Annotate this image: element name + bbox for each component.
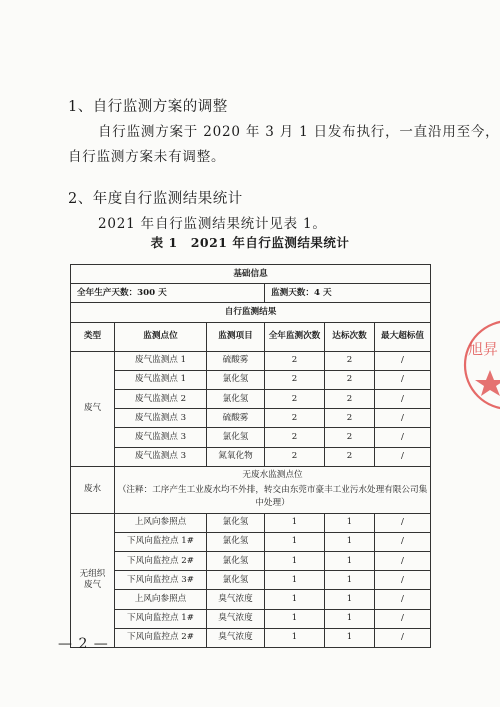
cell-annual-count: 2 — [265, 389, 325, 408]
wastewater-note-line-1: 无废水监测点位 — [242, 469, 303, 480]
table-caption: 表 1 2021 年自行监测结果统计 — [150, 235, 350, 250]
cell-annual-count: 1 — [265, 552, 325, 571]
cell-item: 硫酸雾 — [207, 351, 265, 370]
cell-item: 氯化氢 — [207, 513, 265, 532]
section-heading-2: 2、年度自行监测结果统计 — [68, 191, 243, 207]
header-compliant-count: 达标次数 — [325, 322, 375, 351]
cell-compliant-count: 2 — [325, 370, 375, 389]
cell-max-exceed: / — [375, 552, 431, 571]
cell-compliant-count: 1 — [325, 532, 375, 551]
table-row — [71, 409, 431, 428]
cell-max-exceed: / — [375, 428, 431, 447]
cell-max-exceed: / — [375, 609, 431, 628]
cell-max-exceed: / — [375, 389, 431, 408]
cell-max-exceed: / — [375, 370, 431, 389]
cell-item: 臭气浓度 — [207, 628, 265, 647]
cell-compliant-count: 1 — [325, 571, 375, 590]
cell-point: 下风向监控点 3# — [115, 571, 207, 590]
cell-annual-count: 2 — [265, 447, 325, 466]
cell-annual-count: 2 — [265, 409, 325, 428]
cell-point: 废气监测点 3 — [115, 428, 207, 447]
cell-compliant-count: 1 — [325, 609, 375, 628]
cell-point: 下风向监控点 1# — [115, 532, 207, 551]
svg-text:旭昇: 旭昇 — [468, 340, 499, 358]
table-row — [71, 571, 431, 590]
paragraph-1-line-2: 自行监测方案未有调整。 — [68, 149, 226, 165]
table-row — [71, 552, 431, 571]
type-exhaust: 废气 — [71, 351, 115, 466]
cell-max-exceed: / — [375, 532, 431, 551]
cell-point: 下风向监控点 1# — [115, 609, 207, 628]
wastewater-note — [115, 466, 431, 513]
production-days: 全年生产天数：300 天 — [71, 284, 265, 303]
cell-compliant-count: 1 — [325, 628, 375, 647]
cell-annual-count: 1 — [265, 571, 325, 590]
table-row — [71, 590, 431, 609]
type-fugitive: 无组织废气 — [71, 513, 115, 647]
cell-point: 下风向监控点 2# — [115, 628, 207, 647]
paragraph-1-line-1: 自行监测方案于 2020 年 3 月 1 日发布执行，一直沿用至今， — [98, 124, 500, 140]
company-seal-stamp — [454, 318, 500, 413]
cell-compliant-count: 1 — [325, 552, 375, 571]
section-heading-1: 1、自行监测方案的调整 — [68, 99, 228, 115]
cell-point: 废气监测点 1 — [115, 370, 207, 389]
results-title: 自行监测结果 — [71, 303, 431, 322]
cell-item: 氮氧化物 — [207, 447, 265, 466]
cell-annual-count: 1 — [265, 609, 325, 628]
table-row — [71, 513, 431, 532]
table-row — [71, 351, 431, 370]
cell-point: 废气监测点 1 — [115, 351, 207, 370]
table-row — [71, 389, 431, 408]
header-type: 类型 — [71, 322, 115, 351]
monitoring-results-table — [70, 264, 431, 648]
cell-compliant-count: 1 — [325, 590, 375, 609]
cell-item: 氯化氢 — [207, 552, 265, 571]
cell-point: 上风向参照点 — [115, 513, 207, 532]
cell-item: 氯化氢 — [207, 571, 265, 590]
header-annual-count: 全年监测次数 — [265, 322, 325, 351]
cell-annual-count: 2 — [265, 351, 325, 370]
page-number: — 2 — — [58, 636, 109, 652]
header-item: 监测项目 — [207, 322, 265, 351]
table-row — [71, 428, 431, 447]
cell-point: 下风向监控点 2# — [115, 552, 207, 571]
header-point: 监测点位 — [115, 322, 207, 351]
table-row — [71, 447, 431, 466]
cell-annual-count: 2 — [265, 370, 325, 389]
cell-annual-count: 2 — [265, 428, 325, 447]
cell-compliant-count: 2 — [325, 409, 375, 428]
cell-annual-count: 1 — [265, 628, 325, 647]
cell-max-exceed: / — [375, 628, 431, 647]
monitoring-days: 监测天数：4 天 — [265, 284, 431, 303]
table-row — [71, 532, 431, 551]
cell-max-exceed: / — [375, 351, 431, 370]
cell-annual-count: 1 — [265, 513, 325, 532]
cell-point: 上风向参照点 — [115, 590, 207, 609]
cell-compliant-count: 2 — [325, 447, 375, 466]
table-row — [71, 628, 431, 647]
cell-max-exceed: / — [375, 590, 431, 609]
cell-max-exceed: / — [375, 409, 431, 428]
cell-compliant-count: 2 — [325, 351, 375, 370]
cell-annual-count: 1 — [265, 532, 325, 551]
cell-max-exceed: / — [375, 447, 431, 466]
cell-compliant-count: 1 — [325, 513, 375, 532]
wastewater-note-line-2: （注释：工序产生工业废水均不外排，转交由东莞市豪丰工业污水处理有限公司集中处理） — [117, 484, 428, 508]
cell-max-exceed: / — [375, 513, 431, 532]
cell-compliant-count: 2 — [325, 389, 375, 408]
table-row — [71, 466, 431, 513]
table-row — [71, 609, 431, 628]
cell-item: 氯化氢 — [207, 428, 265, 447]
cell-point: 废气监测点 3 — [115, 409, 207, 428]
cell-item: 氯化氢 — [207, 370, 265, 389]
paragraph-2: 2021 年自行监测结果统计见表 1。 — [98, 216, 327, 232]
type-wastewater: 废水 — [71, 466, 115, 513]
cell-item: 臭气浓度 — [207, 590, 265, 609]
cell-item: 氯化氢 — [207, 389, 265, 408]
cell-max-exceed: / — [375, 571, 431, 590]
cell-item: 臭气浓度 — [207, 609, 265, 628]
cell-item: 硫酸雾 — [207, 409, 265, 428]
cell-point: 废气监测点 3 — [115, 447, 207, 466]
table-row — [71, 370, 431, 389]
basic-info-title: 基础信息 — [71, 265, 431, 284]
header-max-exceed: 最大超标值 — [375, 322, 431, 351]
cell-annual-count: 1 — [265, 590, 325, 609]
cell-compliant-count: 2 — [325, 428, 375, 447]
cell-item: 氯化氢 — [207, 532, 265, 551]
cell-point: 废气监测点 2 — [115, 389, 207, 408]
